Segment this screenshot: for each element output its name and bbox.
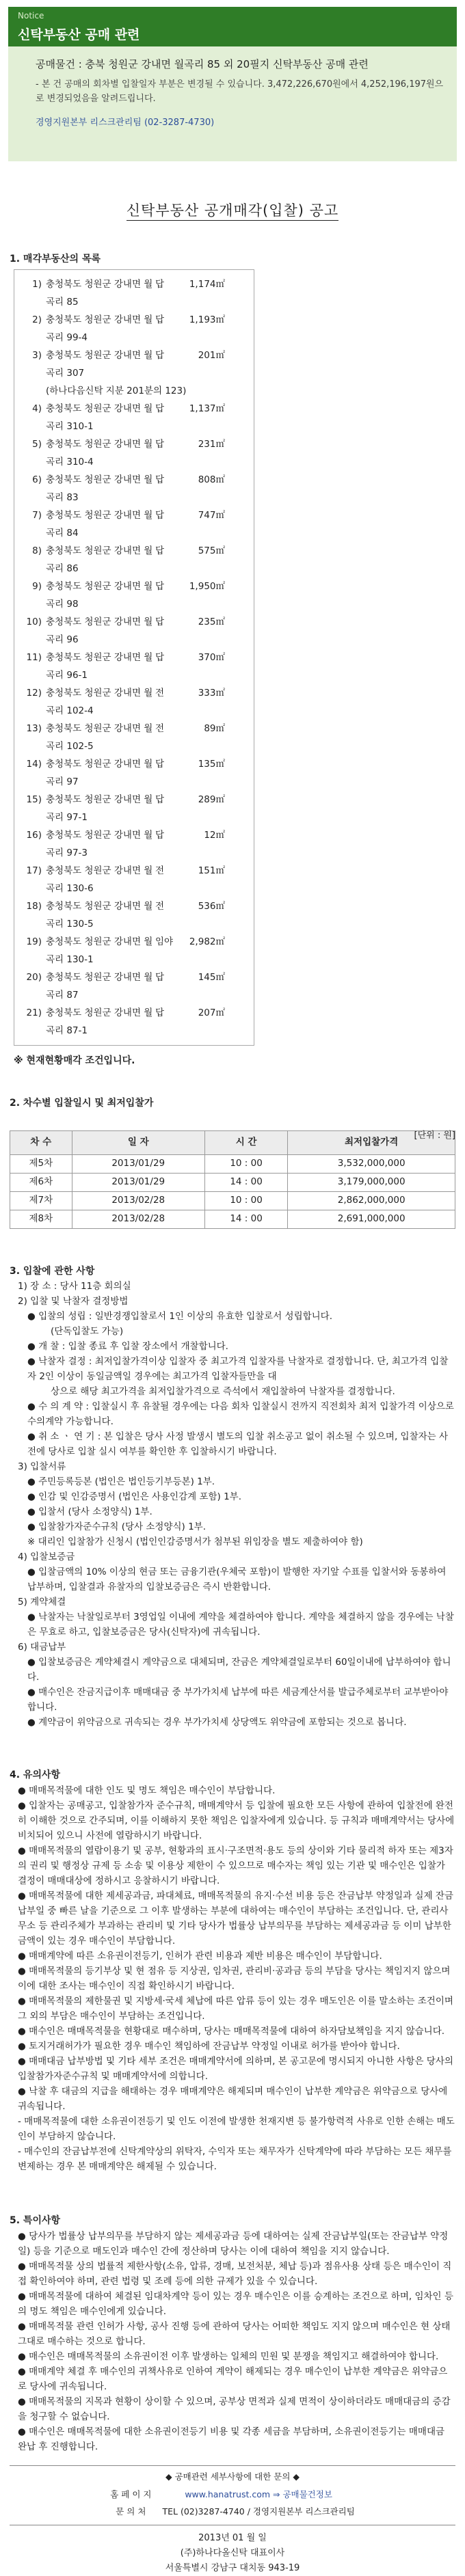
property-item <box>21 1004 247 1040</box>
property-location: 충청북도 청원군 강내면 월곡리 87 <box>46 972 153 1001</box>
property-number: 15) <box>26 794 42 806</box>
section5-line: ● 매매목적물의 지목과 현황이 상이할 수 있으며, 공부상 면적과 실제 면적이 상이하더라도 매매대금의 증감을 청구할 수 없습니다. <box>18 2396 451 2422</box>
date-cell: 2013/02/28 <box>72 1210 204 1228</box>
contact-value: TEL (02)3287-4740 / 경영지원본부 리스크관리팀 <box>162 2506 355 2517</box>
property-number: 8) <box>32 545 42 557</box>
property-category: 전 <box>155 688 165 699</box>
section3-line: ● 입찰의 성립 : 일반경쟁입찰로서 1인 이상의 유효한 입찰로서 성립합니다. <box>27 1311 333 1323</box>
property-category: 답 <box>155 350 165 362</box>
company-address: 서울특별시 강남구 대치동 943-19 <box>165 2562 300 2573</box>
section3-line: ● 매수인은 잔금지급이후 매매대금 중 부가가치세 납부에 따른 세금계산서를 발급주체로부터 교부받아야 합니다. <box>27 1687 449 1713</box>
property-category: 답 <box>155 474 165 486</box>
property-item <box>21 275 247 311</box>
property-area: 235㎡ <box>198 616 225 628</box>
section3-line: ※ 대리인 입찰참가 신청시 (법인인감증명서가 첨부된 위임장을 별도 제출하여야 함) <box>27 1536 363 1548</box>
section3-line: 5) 계약체결 <box>18 1597 66 1608</box>
property-area: 135㎡ <box>198 759 225 770</box>
price-cell: 2,691,000,000 <box>288 1210 455 1228</box>
property-category: 전 <box>155 723 165 735</box>
property-location: 충청북도 청원군 강내면 월곡리 97-1 <box>46 794 153 824</box>
property-item <box>21 471 247 506</box>
property-category: 답 <box>155 794 165 806</box>
property-location: 충청북도 청원군 강내면 월곡리 130-5 <box>46 901 153 930</box>
section3-line: ● 수 의 계 약 : 입찰실시 후 유찰될 경우에는 다음 회차 입찰실시 전까지 직전회차 최저 입찰가격 이상으로 수의계약 가능합니다. <box>27 1401 454 1428</box>
property-category: 답 <box>155 652 165 664</box>
property-item <box>21 862 247 897</box>
property-category: 답 <box>155 830 165 841</box>
section3-line: ● 개 찰 : 입찰 종료 후 입찰 장소에서 개찰합니다. <box>27 1341 228 1353</box>
section3-body <box>10 1279 455 1730</box>
property-location: 충청북도 청원군 강내면 월곡리 130-1 <box>46 936 153 966</box>
property-area: 145㎡ <box>198 972 225 984</box>
property-location: 충청북도 청원군 강내면 월곡리 99-4 <box>46 314 153 344</box>
section5-line: ● 매매목적물에 대하여 체결된 임대차계약 등이 있는 경우 매수인은 이를 승계하는 조건으로 하며, 임차인 등의 명도 책임은 매수인에게 있습니다. <box>18 2290 453 2317</box>
contact-table <box>105 2486 360 2521</box>
page-title: 신탁부동산 공개매각(입찰) 공고 <box>127 202 338 221</box>
property-item <box>21 542 247 578</box>
col-price: 최저입찰가격 <box>288 1130 455 1154</box>
section2-heading: 2. 차수별 입찰일시 및 최저입찰가 <box>10 1097 154 1109</box>
property-item <box>21 382 247 400</box>
property-item <box>21 968 247 1004</box>
table-row <box>10 1210 455 1228</box>
summary-property: 공매물건 : 충북 청원군 강내면 월곡리 85 외 20필지 신탁부동산 공매 관련 <box>36 58 369 70</box>
property-location: 충청북도 청원군 강내면 월곡리 102-4 <box>46 688 153 717</box>
notice-header <box>8 7 457 46</box>
property-number: 20) <box>26 972 42 984</box>
section5-line: ● 매수인은 매매목적물의 소유권이전 이후 발생하는 일체의 민원 및 분쟁을 책임지고 해결하여야 합니다. <box>18 2350 439 2362</box>
property-area: 575㎡ <box>198 545 225 557</box>
section4-line: ● 낙찰 후 대금의 지급을 해태하는 경우 매매계약은 해제되며 매수인이 납부한 계약금은 위약금으로 당사에 귀속됩니다. <box>18 2085 448 2112</box>
property-area: 333㎡ <box>198 688 225 699</box>
property-location: 충청북도 청원군 강내면 월곡리 97-3 <box>46 830 153 859</box>
section4-line: - 매매목적물에 대한 소유권이전등기 및 인도 이전에 발생한 천재지변 등 불가항력적 사유로 인한 손해는 매도인이 부담하지 않습니다. <box>18 2115 455 2142</box>
company-name: (주)하나다올신탁 대표이사 <box>180 2547 285 2558</box>
property-area: 151㎡ <box>198 865 225 877</box>
property-item <box>21 720 247 755</box>
property-category: 답 <box>155 1007 165 1019</box>
section4-line: ● 입찰자는 공매공고, 입찰참가자 준수규칙, 매매계약서 등 입찰에 필요한 모든 사항에 관하여 입찰전에 완전히 이해한 것으로 간주되며, 이를 이해하지 못한 책임은 입찰자에게 있습니다. 등 규칙과 매매계약서는 당사에 비치되어 있으니 사전에 열람하시기 바랍니다. <box>18 1800 455 1841</box>
property-number: 13) <box>26 723 42 735</box>
section3-line: 3) 입찰서류 <box>18 1461 66 1473</box>
property-category: 전 <box>155 865 165 877</box>
property-number: 5) <box>32 439 42 450</box>
property-area: 370㎡ <box>198 652 225 664</box>
property-location: 충청북도 청원군 강내면 월곡리 97 <box>46 759 153 788</box>
section3-line: ● 주민등록등본 (법인은 법인등기부등본) 1부. <box>27 1476 215 1488</box>
section5-line: ● 매수인은 매매목적물에 대한 소유권이전등기 비용 및 각종 세금을 부담하며, 소유권이전등기는 매매대금 완납 후 진행합니다. <box>18 2426 445 2452</box>
section3-line: ● 취 소 ㆍ 연 기 : 본 입찰은 당사 사정 발생시 별도의 입찰 취소공고 없이 취소될 수 있으며, 입찰자는 사전에 당사로 입찰 실시 여부를 확인한 후 입찰하시기 바랍니다. <box>27 1431 449 1458</box>
property-location: 충청북도 청원군 강내면 월곡리 83 <box>46 474 153 504</box>
property-number: 2) <box>32 314 42 326</box>
section3-line: 4) 입찰보증금 <box>18 1551 75 1563</box>
property-area: 12㎡ <box>204 830 225 841</box>
property-item <box>21 578 247 613</box>
property-item <box>21 897 247 933</box>
section1-heading: 1. 매각부동산의 목록 <box>10 253 101 265</box>
property-list <box>14 269 254 1046</box>
property-number: 7) <box>32 510 42 521</box>
time-cell: 14 : 00 <box>204 1173 287 1191</box>
round-cell: 제6차 <box>10 1173 72 1191</box>
section3-line: 1) 장 소 : 당사 11층 회의실 <box>18 1281 131 1292</box>
section3-line: ● 낙찰자 결정 : 최저입찰가격이상 입찰자 중 최고가격 입찰자를 낙찰자로 결정합니다. 단, 최고가격 입찰자 2인 이상이 동일금액일 경우에는 최고가격 입찰자들만을 대 <box>27 1356 449 1383</box>
property-location: 충청북도 청원군 강내면 월곡리 310-4 <box>46 439 153 468</box>
section5-line: ● 매매목적물 관련 인허가 사항, 공사 진행 등에 관하여 당사는 어떠한 책임도 지지 않으며 매수인은 현 상태 그대로 매수하는 것으로 합니다. <box>18 2320 451 2347</box>
notice-tag: Notice <box>18 11 44 21</box>
property-location: 충청북도 청원군 강내면 월곡리 310-1 <box>46 403 153 433</box>
property-item <box>21 613 247 649</box>
section3-line: ● 인감 및 인감증명서 (법인은 사용인감계 포함) 1부. <box>27 1491 242 1503</box>
property-area: 1,193㎡ <box>189 314 225 326</box>
round-cell: 제7차 <box>10 1191 72 1210</box>
property-number: 6) <box>32 474 42 486</box>
property-location: 충청북도 청원군 강내면 월곡리 307 <box>46 350 153 379</box>
section3-line: 2) 입찰 및 낙찰자 결정방법 <box>18 1296 129 1307</box>
property-area: 1,174㎡ <box>189 279 225 290</box>
property-area: 201㎡ <box>198 350 225 362</box>
property-number: 19) <box>26 936 42 948</box>
property-area: 231㎡ <box>198 439 225 450</box>
property-number: 14) <box>26 759 42 770</box>
price-cell: 2,862,000,000 <box>288 1191 455 1210</box>
col-round: 차 수 <box>10 1130 72 1154</box>
property-item <box>21 347 247 382</box>
section4-line: ● 매매계약에 따른 소유권이전등기, 인허가 관련 비용과 제반 비용은 매수인이 부담합니다. <box>18 1950 382 1962</box>
section3-line: 상으로 해당 최고가격을 최저입찰가격으로 즉석에서 재입찰하여 낙찰자를 결정합니다. <box>51 1386 395 1398</box>
property-location: 충청북도 청원군 강내면 월곡리 85 <box>46 279 153 308</box>
contact-box <box>10 2465 455 2525</box>
time-cell: 14 : 00 <box>204 1210 287 1228</box>
summary-contact: 경영지원본부 리스크관리팀 (02-3287-4730) <box>36 117 215 128</box>
property-category: 답 <box>155 972 165 984</box>
property-item <box>21 649 247 684</box>
homepage-link[interactable]: www.hanatrust.com ⇒ 공매물건정보 <box>185 2489 332 2500</box>
notice-title: 신탁부동산 공매 관련 <box>18 27 140 42</box>
section5-line: ● 당사가 법률상 납부의무를 부담하지 않는 제세공과금 등에 대하여는 실제 잔금납부일(또는 잔금납부 약정일) 등을 기준으로 매도인과 매수인 간에 정산하며 당사는 이에 대하여 책임을 지지 않습니다. <box>18 2230 449 2257</box>
section3-line: ● 입찰금액의 10% 이상의 현금 또는 금융기관(우체국 포함)이 발행한 자기앞 수표를 입찰서와 동봉하여 납부하며, 입찰결과 유찰자의 입찰보증금은 즉시 반환합니다. <box>27 1567 447 1593</box>
section4-heading: 4. 유의사항 <box>10 1770 61 1781</box>
col-time: 시 간 <box>204 1130 287 1154</box>
section3-line: ● 입찰보증금은 계약체결시 계약금으로 대체되며, 잔금은 계약체결일로부터 60일이내에 납부하여야 합니다. <box>27 1657 451 1683</box>
section5-heading: 5. 특이사항 <box>10 2214 61 2226</box>
property-item <box>21 755 247 791</box>
section4-line: ● 매매목적물에 대한 제세공과금, 파대체료, 매매목적물의 유지·수선 비용 등은 잔금납부 약정일과 실제 잔금납부일 중 빠른 날을 기준으로 그 이후 발생하는 부분에 대하여는 매수인이 부담하는 조건입니다. 단, 관리사무소 등 관리주체가 부과하는 관리비 및 기타 당사가 법률상 납부의무를 부담하는 제세공과금 등 이미 납부한 금액이 있는 경우 매수인이 부담합니다. <box>18 1890 453 1947</box>
section5-body <box>10 2229 455 2454</box>
property-number: 4) <box>32 403 42 415</box>
notice-body <box>10 171 455 2576</box>
property-area: 207㎡ <box>198 1007 225 1019</box>
section4-body <box>10 1783 455 2174</box>
property-number: 10) <box>26 616 42 628</box>
property-item <box>21 791 247 826</box>
property-number: 16) <box>26 830 42 841</box>
unit-label: [단위 : 원] <box>414 1130 455 1141</box>
property-category: 답 <box>155 616 165 628</box>
property-location: 충청북도 청원군 강내면 월곡리 96-1 <box>46 652 153 681</box>
property-area: 89㎡ <box>204 723 225 735</box>
property-category: 답 <box>155 581 165 593</box>
property-category: 답 <box>155 545 165 557</box>
property-location: 충청북도 청원군 강내면 월곡리 102-5 <box>46 723 153 753</box>
property-number: 3) <box>32 350 42 362</box>
property-category: 답 <box>155 403 165 415</box>
property-item <box>21 311 247 347</box>
section4-line: ● 매매목적물에 대한 인도 및 명도 책임은 매수인이 부담합니다. <box>18 1785 276 1796</box>
time-cell: 10 : 00 <box>204 1191 287 1210</box>
property-category: 전 <box>155 901 165 912</box>
signature-block <box>10 2531 455 2576</box>
property-location: 충청북도 청원군 강내면 월곡리 86 <box>46 545 153 575</box>
homepage-label: 홈 페 이 지 <box>110 2489 152 2500</box>
notice-date: 2013년 01 월 일 <box>198 2532 267 2543</box>
round-cell: 제8차 <box>10 1210 72 1228</box>
summary-change-note: - 본 건 공매의 회차별 입찰일자 부분은 변경될 수 있습니다. 3,472,226,670원에서 4,252,196,197원으로 변경되었음을 알려드립니다. <box>36 79 444 104</box>
summary-box <box>8 46 457 161</box>
property-item <box>21 933 247 968</box>
table-row <box>10 1154 455 1173</box>
contact-banner: ◆ 공매관련 세부사항에 대한 문의 ◆ <box>165 2471 300 2482</box>
round-cell: 제5차 <box>10 1154 72 1173</box>
property-number: 11) <box>26 652 42 664</box>
property-location: 충청북도 청원군 강내면 월곡리 130-6 <box>46 865 153 895</box>
section4-line: - 매수인의 잔금납부전에 신탁계약상의 위탁자, 수익자 또는 채무자가 신탁계약에 따라 부담하는 모든 채무를 변제하는 경우 본 매매계약은 해제될 수 있습니다. <box>18 2145 452 2172</box>
property-number: 18) <box>26 901 42 912</box>
section3-heading: 3. 입찰에 관한 사항 <box>10 1265 95 1277</box>
section4-line: ● 매매목적물의 제한물권 및 지방세·국세 체납에 따른 압류 등이 있는 경우 매도인은 이를 말소하는 조건이며 그 외의 부담은 매수인이 부담하는 조건입니다. <box>18 1995 453 2022</box>
property-category: 답 <box>155 759 165 770</box>
date-cell: 2013/01/29 <box>72 1173 204 1191</box>
date-cell: 2013/02/28 <box>72 1191 204 1210</box>
date-cell: 2013/01/29 <box>72 1154 204 1173</box>
section5-line: ● 매매목적물 상의 법률적 제한사항(소유, 압류, 경매, 보전처분, 체납 등)과 점유사용 상태 등은 매수인이 직접 확인하여야 하며, 관련 법령 및 조례 등에 의한 규제가 있을 수 있습니다. <box>18 2260 452 2287</box>
section5-line: ● 매매계약 체결 후 매수인의 귀책사유로 인하여 계약이 해제되는 경우 매수인이 납부한 계약금은 위약금으로 당사에 귀속됩니다. <box>18 2365 448 2392</box>
property-item <box>21 506 247 542</box>
property-category: 답 <box>155 510 165 521</box>
section3-line: ● 입찰참가자준수규칙 (당사 소정양식) 1부. <box>27 1521 207 1533</box>
property-area: 536㎡ <box>198 901 225 912</box>
section3-line: ● 계약금이 위약금으로 귀속되는 경우 부가가치세 상당액도 위약금에 포함되는 것으로 봅니다. <box>27 1717 407 1728</box>
property-category: 답 <box>155 439 165 450</box>
property-area: 1,950㎡ <box>189 581 225 593</box>
section3-line: 6) 대금납부 <box>18 1642 66 1653</box>
property-share-note: (하나다음신탁 지분 201분의 123) <box>46 385 187 397</box>
section3-line: ● 낙찰자는 낙찰일로부터 3영업일 이내에 계약을 체결하여야 합니다. 계약을 체결하지 않을 경우에는 낙찰은 무효로 하고, 입찰보증금은 당사(신탁자)에 귀속됩니다. <box>27 1612 454 1638</box>
price-cell: 3,532,000,000 <box>288 1154 455 1173</box>
property-location: 충청북도 청원군 강내면 월곡리 96 <box>46 616 153 646</box>
section4-line: ● 토지거래허가가 필요한 경우 매수인 책임하에 잔금납부 약정일 이내로 허가를 받아야 합니다. <box>18 2040 400 2052</box>
property-item <box>21 400 247 435</box>
section1-note: ※ 현재현황매각 조건입니다. <box>14 1055 135 1067</box>
property-location: 충청북도 청원군 강내면 월곡리 84 <box>46 510 153 539</box>
property-area: 747㎡ <box>198 510 225 521</box>
contact-label: 문 의 처 <box>116 2506 146 2517</box>
price-cell: 3,179,000,000 <box>288 1173 455 1191</box>
property-area: 808㎡ <box>198 474 225 486</box>
property-area: 2,982㎡ <box>189 936 225 948</box>
schedule-table <box>10 1130 455 1229</box>
property-category: 답 <box>155 314 165 326</box>
time-cell: 10 : 00 <box>204 1154 287 1173</box>
property-number: 9) <box>32 581 42 593</box>
section4-line: ● 매매목적물의 열람이용기 및 공부, 현황과의 표시·구조면적·용도 등의 상이와 기타 물리적 하자 또는 제3자의 권리 및 행정상 규제 등 소송 및 이용상 제한이 수 있으므로 매수자는 책임 있는 기관 및 매수인은 입찰가 결정이 매매대상에 정하시고 응찰하시기 바랍니다. <box>18 1845 453 1886</box>
property-number: 21) <box>26 1007 42 1019</box>
property-item <box>21 684 247 720</box>
table-row <box>10 1173 455 1191</box>
property-category: 답 <box>155 279 165 290</box>
property-item <box>21 826 247 862</box>
section3-line: (단독입찰도 가능) <box>51 1326 124 1338</box>
property-area: 1,137㎡ <box>189 403 225 415</box>
property-location: 충청북도 청원군 강내면 월곡리 87-1 <box>46 1007 153 1037</box>
property-category: 임야 <box>155 936 174 948</box>
property-item <box>21 435 247 471</box>
section4-line: ● 매수인은 매매목적물을 현황대로 매수하며, 당사는 매매목적물에 대하여 하자담보책임을 지지 않습니다. <box>18 2025 445 2037</box>
property-number: 1) <box>32 279 42 290</box>
property-location: 충청북도 청원군 강내면 월곡리 98 <box>46 581 153 610</box>
table-row <box>10 1191 455 1210</box>
col-date: 일 자 <box>72 1130 204 1154</box>
section4-line: ● 매매목적물의 등기부상 및 현 점유 등 지상권, 임차권, 관리비·공과금 등의 부담을 당사는 책임지지 않으며 이에 대한 조사는 매수인이 직접 확인하시기 바랍니다. <box>18 1965 451 1992</box>
property-number: 12) <box>26 688 42 699</box>
section4-line: ● 매매대금 납부방법 및 기타 세부 조건은 매매계약서에 의하며, 본 공고문에 명시되지 아니한 사항은 당사의 입찰참가자준수규칙 및 매매계약서에 의합니다. <box>18 2055 453 2082</box>
section3-line: ● 입찰서 (당사 소정양식) 1부. <box>27 1506 152 1518</box>
property-area: 289㎡ <box>198 794 225 806</box>
property-number: 17) <box>26 865 42 877</box>
